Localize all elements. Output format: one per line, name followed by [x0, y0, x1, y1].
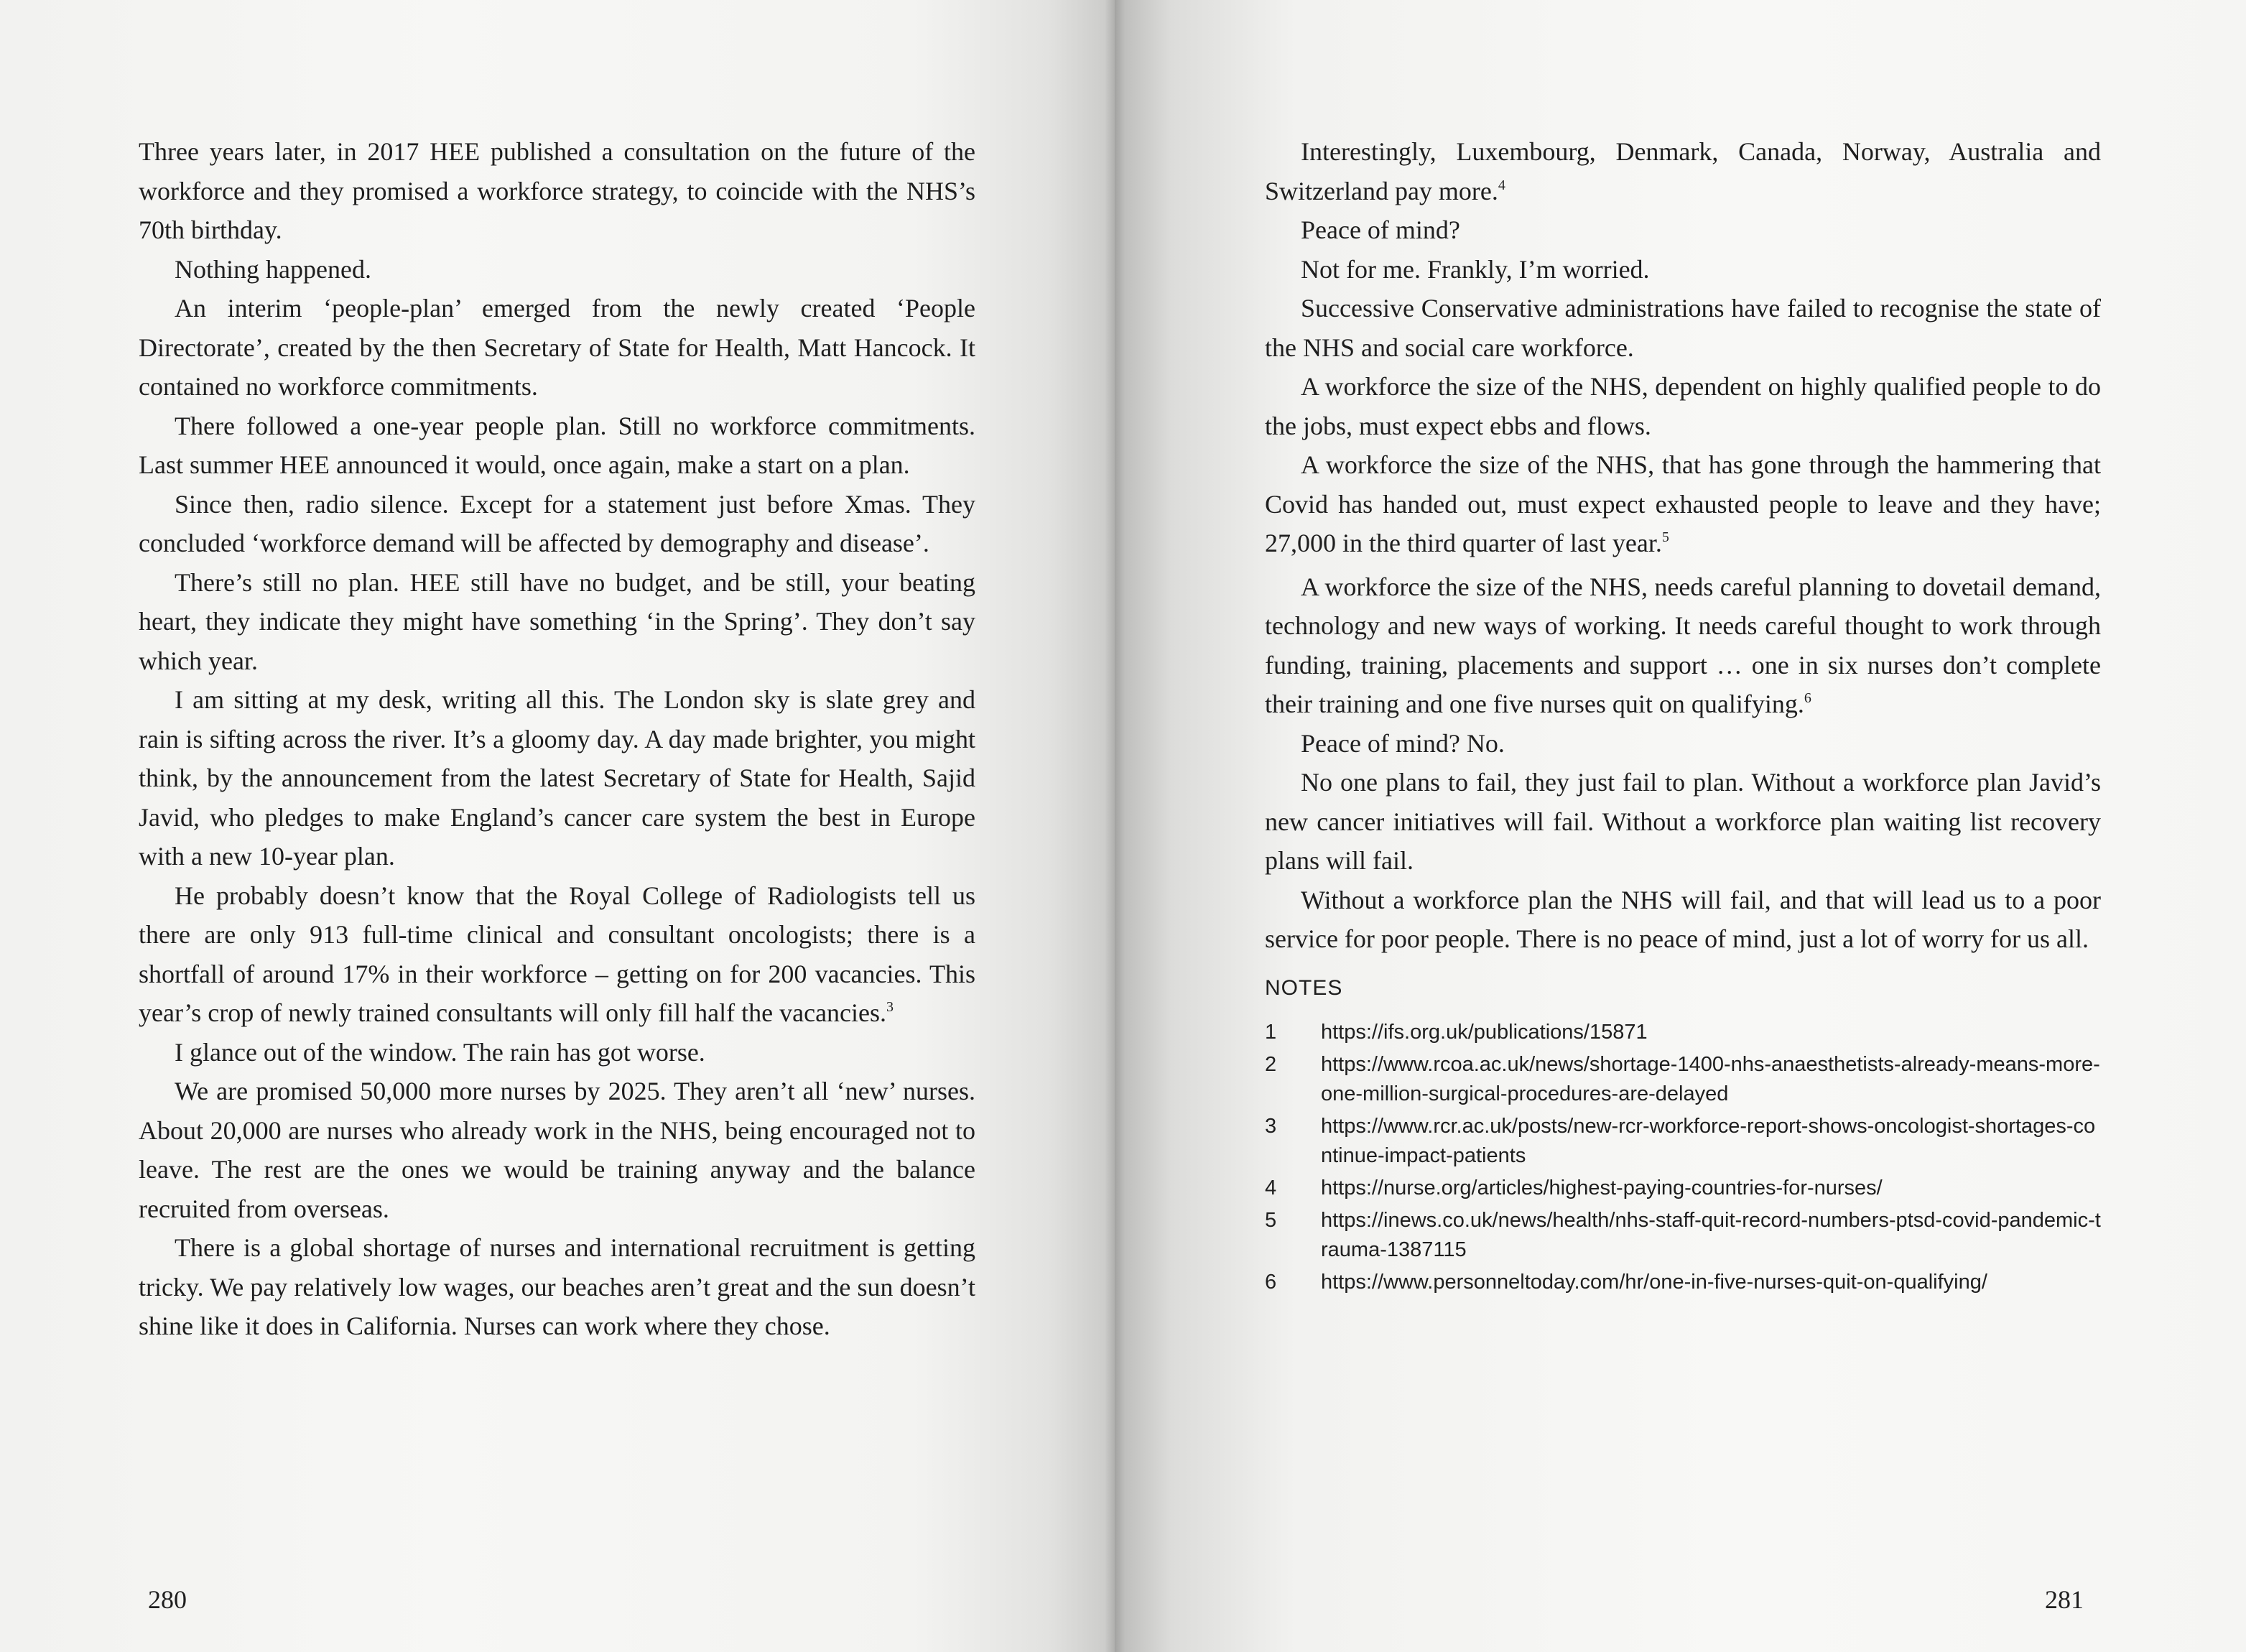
paragraph-text: Peace of mind? No. [1301, 728, 1505, 758]
paragraph [139, 1033, 975, 1072]
note-url: https://www.rcoa.ac.uk/news/shortage-1400-nhs-anaesthetists-already-means-more-one-million-surgical-procedures-are-delayed [1321, 1052, 2100, 1105]
paragraph [139, 680, 975, 876]
page-number: 280 [148, 1585, 187, 1614]
paragraph [139, 876, 975, 1033]
paragraph [1265, 445, 2101, 563]
note-item [1265, 1174, 2101, 1203]
right-page-body [1265, 132, 2101, 1300]
footnote-marker: 4 [1498, 177, 1505, 193]
note-number: 1 [1265, 1020, 1277, 1044]
paragraph-text: Three years later, in 2017 HEE published a consultation on the future of the workforce and they promised a workforce strategy, to coincide with the NHS’s 70th birthday. [139, 137, 975, 244]
note-url: https://www.rcr.ac.uk/posts/new-rcr-workforce-report-shows-oncologist-shortages-continue-impact-patients [1321, 1114, 2096, 1167]
paragraph-text: I am sitting at my desk, writing all this. The London sky is slate grey and rain is sifting across the river. It’s a gloomy day. A day made brighter, you might think, by the announcement from the latest Secretary of State for Health, Sajid Javid, who pledges to make England’s cancer care system the best in Europe with a new 10-year plan. [139, 685, 975, 871]
paragraph-text: Since then, radio silence. Except for a statement just before Xmas. They concluded ‘workforce demand will be affected by demography and disease’. [139, 489, 975, 557]
paragraph [139, 407, 975, 485]
notes-heading: NOTES [1265, 975, 1343, 1000]
note-url: https://ifs.org.uk/publications/15871 [1321, 1020, 1648, 1044]
paragraph [139, 563, 975, 681]
footnote-marker: 3 [886, 999, 894, 1015]
paragraph [1265, 881, 2101, 959]
paragraph-text: Successive Conservative administrations have failed to recognise the state of the NHS and social care workforce. [1265, 294, 2101, 362]
note-item [1265, 1018, 2101, 1047]
note-number: 4 [1265, 1176, 1277, 1199]
paragraph-text: We are promised 50,000 more nurses by 2025. They aren’t all ‘new’ nurses. About 20,000 are nurses who already work in the NHS, being encouraged not to leave. The rest are the ones we would be training anyway and the balance recruited from overseas. [139, 1077, 975, 1223]
note-number: 5 [1265, 1208, 1277, 1232]
notes-list [1265, 1018, 2101, 1297]
paragraph-text: No one plans to fail, they just fail to plan. Without a workforce plan Javid’s new cancer initiatives will fail. Without a workforce plan waiting list recovery plans will fail. [1265, 768, 2101, 875]
note-number: 3 [1265, 1114, 1277, 1138]
paragraph-text: A workforce the size of the NHS, that has gone through the hammering that Covid has handed out, must expect exhausted people to leave and they have; 27,000 in the third quarter of last year. [1265, 450, 2101, 557]
paragraph [1265, 250, 2101, 289]
paragraph [139, 1072, 975, 1228]
note-item [1265, 1268, 2101, 1297]
paragraph [1265, 289, 2101, 367]
left-page-body [139, 132, 975, 1346]
paragraph [139, 1228, 975, 1346]
paragraph [1265, 567, 2101, 724]
paragraph-text: He probably doesn’t know that the Royal College of Radiologists tell us there are only 913 full-time clinical and consultant oncologists; there is a shortfall of around 17% in their workforce – getting on for 200 vacancies. This year’s crop of newly trained consultants will only fill half the vacancies. [139, 881, 975, 1027]
note-item [1265, 1206, 2101, 1265]
note-url: https://nurse.org/articles/highest-paying-countries-for-nurses/ [1321, 1176, 1883, 1199]
note-url: https://inews.co.uk/news/health/nhs-staff-quit-record-numbers-ptsd-covid-pandemic-trauma-1387115 [1321, 1208, 2101, 1261]
paragraph-text: There’s still no plan. HEE still have no budget, and be still, your beating heart, they indicate they might have something ‘in the Spring’. They don’t say which year. [139, 567, 975, 675]
paragraph-text: There followed a one-year people plan. Still no workforce commitments. Last summer HEE announced it would, once again, make a start on a plan. [139, 411, 975, 479]
paragraph-text: Peace of mind? [1301, 215, 1460, 244]
paragraph-text: There is a global shortage of nurses and international recruitment is getting tricky. We pay relatively low wages, our beaches aren’t great and the sun doesn’t shine like it does in California. Nurses can work where they chose. [139, 1233, 975, 1340]
paragraph [139, 132, 975, 250]
note-item [1265, 1112, 2101, 1171]
paragraph [1265, 132, 2101, 210]
note-url: https://www.personneltoday.com/hr/one-in-five-nurses-quit-on-qualifying/ [1321, 1270, 1987, 1294]
page-number: 281 [2045, 1585, 2084, 1614]
paragraph [139, 250, 975, 289]
left-page [0, 0, 1115, 1652]
footnote-marker: 5 [1661, 529, 1669, 545]
paragraph [1265, 724, 2101, 764]
paragraph [1265, 367, 2101, 445]
paragraph-text: A workforce the size of the NHS, dependent on highly qualified people to do the jobs, must expect ebbs and flows. [1265, 372, 2101, 440]
paragraph-text: An interim ‘people-plan’ emerged from the newly created ‘People Directorate’, created by the then Secretary of State for Health, Matt Hancock. It contained no workforce commitments. [139, 294, 975, 401]
note-number: 2 [1265, 1052, 1277, 1076]
paragraph-text: A workforce the size of the NHS, needs careful planning to dovetail demand, technology and new ways of working. It needs careful thought to work through funding, training, placements and support … one in six nurses don’t complete their training and one five nurses quit on qualifying. [1265, 572, 2101, 718]
paragraph [1265, 763, 2101, 881]
paragraph-text: Interestingly, Luxembourg, Denmark, Canada, Norway, Australia and Switzerland pay more. [1265, 137, 2101, 205]
footnote-marker: 6 [1804, 690, 1811, 706]
paragraph-text: I glance out of the window. The rain has got worse. [175, 1037, 705, 1067]
paragraph [139, 485, 975, 563]
paragraph [139, 289, 975, 407]
note-item [1265, 1050, 2101, 1109]
paragraph-text: Without a workforce plan the NHS will fail, and that will lead us to a poor service for poor people. There is no peace of mind, just a lot of worry for us all. [1265, 885, 2101, 953]
note-number: 6 [1265, 1270, 1277, 1294]
paragraph-text: Nothing happened. [175, 254, 371, 284]
book-gutter [1105, 0, 1125, 1652]
paragraph [1265, 210, 2101, 250]
paragraph-text: Not for me. Frankly, I’m worried. [1301, 254, 1650, 284]
